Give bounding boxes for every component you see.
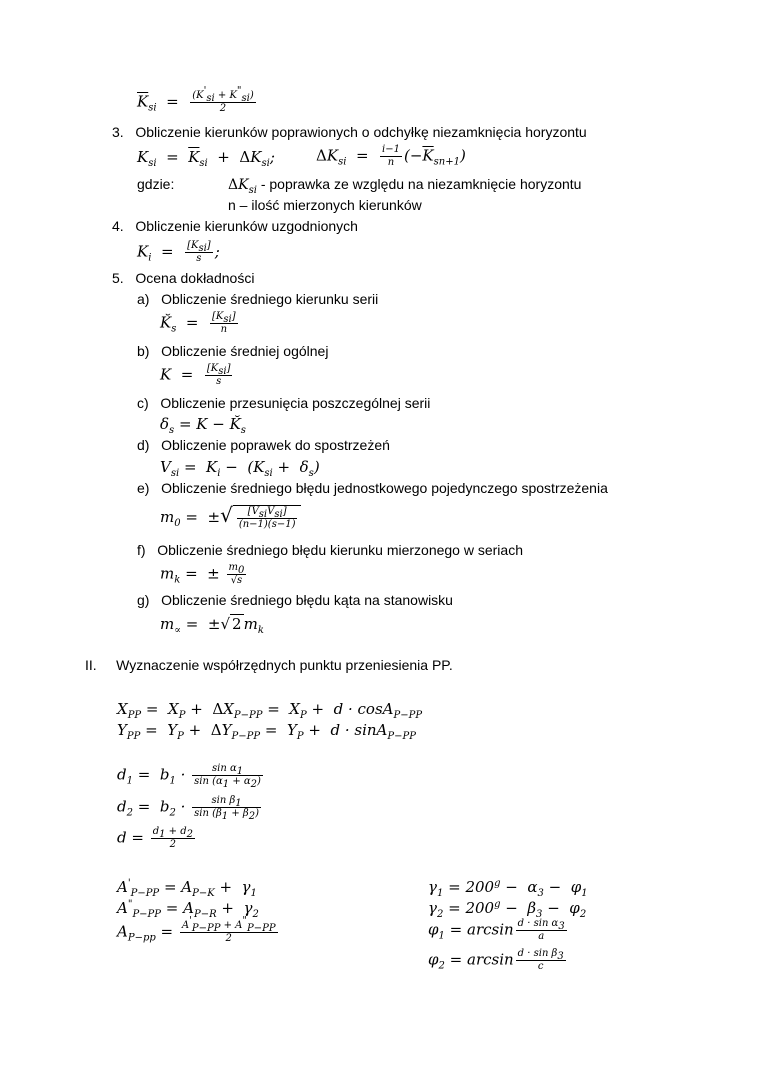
formula-d: d = $\frac{d_1 + d_2}{2}$ <box>117 826 194 850</box>
formula-ki: $K_i$ = $\frac{[K_{si}]}{s}$ ; <box>137 240 220 264</box>
formula-a-prime: $A'_{P-PP} = A_{P-K} + \gamma_1$ <box>117 878 257 899</box>
formula-ks: $K̆_s$ = $\frac{[K_{si}]}{n}$ <box>160 311 236 335</box>
list-item-5: 5. Ocena dokładności <box>112 270 255 286</box>
list-item-e: e) Obliczenie średniego błędu jednostkowego pojedynczego spostrzeżenia <box>137 480 608 496</box>
formula-m0: $m_0$ = ±√ $\frac{[V_{si}V_{si}]}{(n-1)(s-1)}$ <box>160 503 301 531</box>
formula-gamma2: $\gamma_2 = 200^g - \beta_3 - \varphi_2$ <box>428 899 587 920</box>
list-item-d: d) Obliczenie poprawek do spostrzeżeń <box>137 437 390 453</box>
list-item-c: c) Obliczenie przesunięcia poszczególnej serii <box>137 395 431 411</box>
list-item-g: g) Obliczenie średniego błędu kąta na stanowisku <box>137 592 453 608</box>
formula-ksi-corrected: $K_{si} = \overline{K}_{si} + \Delta K_{si}$; <box>137 148 275 169</box>
formula-a-pp: $A_{P-pp}$ = $\frac{A'_{P-PP} + A^"_{P-PP}}{2}$ <box>117 915 276 944</box>
formula-vsi: $V_{si} = K_i - (K_{si} + \delta_s)$ <box>160 458 320 479</box>
list-item-b: b) Obliczenie średniej ogólnej <box>137 343 329 359</box>
formula-xpp: $X_{PP} = X_P + \Delta X_{P-PP} = X_P + d \cdot \cos A_{P-PP}$ <box>117 700 423 721</box>
formula-d2: $d_2 = b_2$ · $\frac{\sin \beta_1}{\sin (\beta_1 + \beta_2)}$ <box>117 795 259 822</box>
formula-mk: $m_k$ = ± $\frac{m_0}{√s}$ <box>160 562 245 586</box>
formula-a-double-prime: $A^"_{P-PP} = A_{P-R} + \gamma_2$ <box>117 899 259 920</box>
formula-ksi-mean: $\overline{K}_{si}$ = $\frac{(K'_{si} + K^"_{si})}{2}$ <box>137 85 254 114</box>
section-II: II. Wyznaczenie współrzędnych punktu przeniesienia PP. <box>85 657 453 673</box>
formula-phi2: $\varphi_2 = \arcsin$ $\frac{d \cdot \sin \beta_3}{c}$ <box>428 948 564 972</box>
formula-ypp: $Y_{PP} = Y_P + \Delta Y_{P-PP} = Y_P + d \cdot \sin A_{P-PP}$ <box>117 721 416 742</box>
formula-delta-ksi: $\Delta K_{si}$ = $\frac{i-1}{n}$ $(-\overline{K}_{sn+1})$ <box>316 144 466 168</box>
formula-k: K = $\frac{[K_{si}]}{s}$ <box>160 363 231 387</box>
formula-d1: $d_1 = b_1$ · $\frac{\sin \alpha_1}{\sin (\alpha_1 + \alpha_2)}$ <box>117 763 261 790</box>
gdzie-line-1: $\Delta K_{si}$ - poprawka ze względu na niezamknięcie horyzontu <box>228 176 582 196</box>
formula-gamma1: $\gamma_1 = 200^g - \alpha_3 - \varphi_1$ <box>428 878 588 899</box>
list-item-3: 3. Obliczenie kierunków poprawionych o odchyłkę niezamknięcia horyzontu <box>112 124 587 140</box>
gdzie-label: gdzie: <box>137 176 175 192</box>
list-item-f: f) Obliczenie średniego błędu kierunku mierzonego w seriach <box>137 542 523 558</box>
gdzie-line-2: n – ilość mierzonych kierunków <box>228 197 422 213</box>
formula-delta-s: $\delta_s = K$ − $K̆_s$ <box>160 415 246 436</box>
formula-phi1: $\varphi_1 = \arcsin$ $\frac{d \cdot \sin \alpha_3}{a}$ <box>428 918 565 942</box>
formula-m-alpha: $m_\propto$ = ±√ 2 $m_k$ <box>160 615 264 636</box>
list-item-4: 4. Obliczenie kierunków uzgodnionych <box>112 218 358 234</box>
list-item-a: a) Obliczenie średniego kierunku serii <box>137 291 379 307</box>
